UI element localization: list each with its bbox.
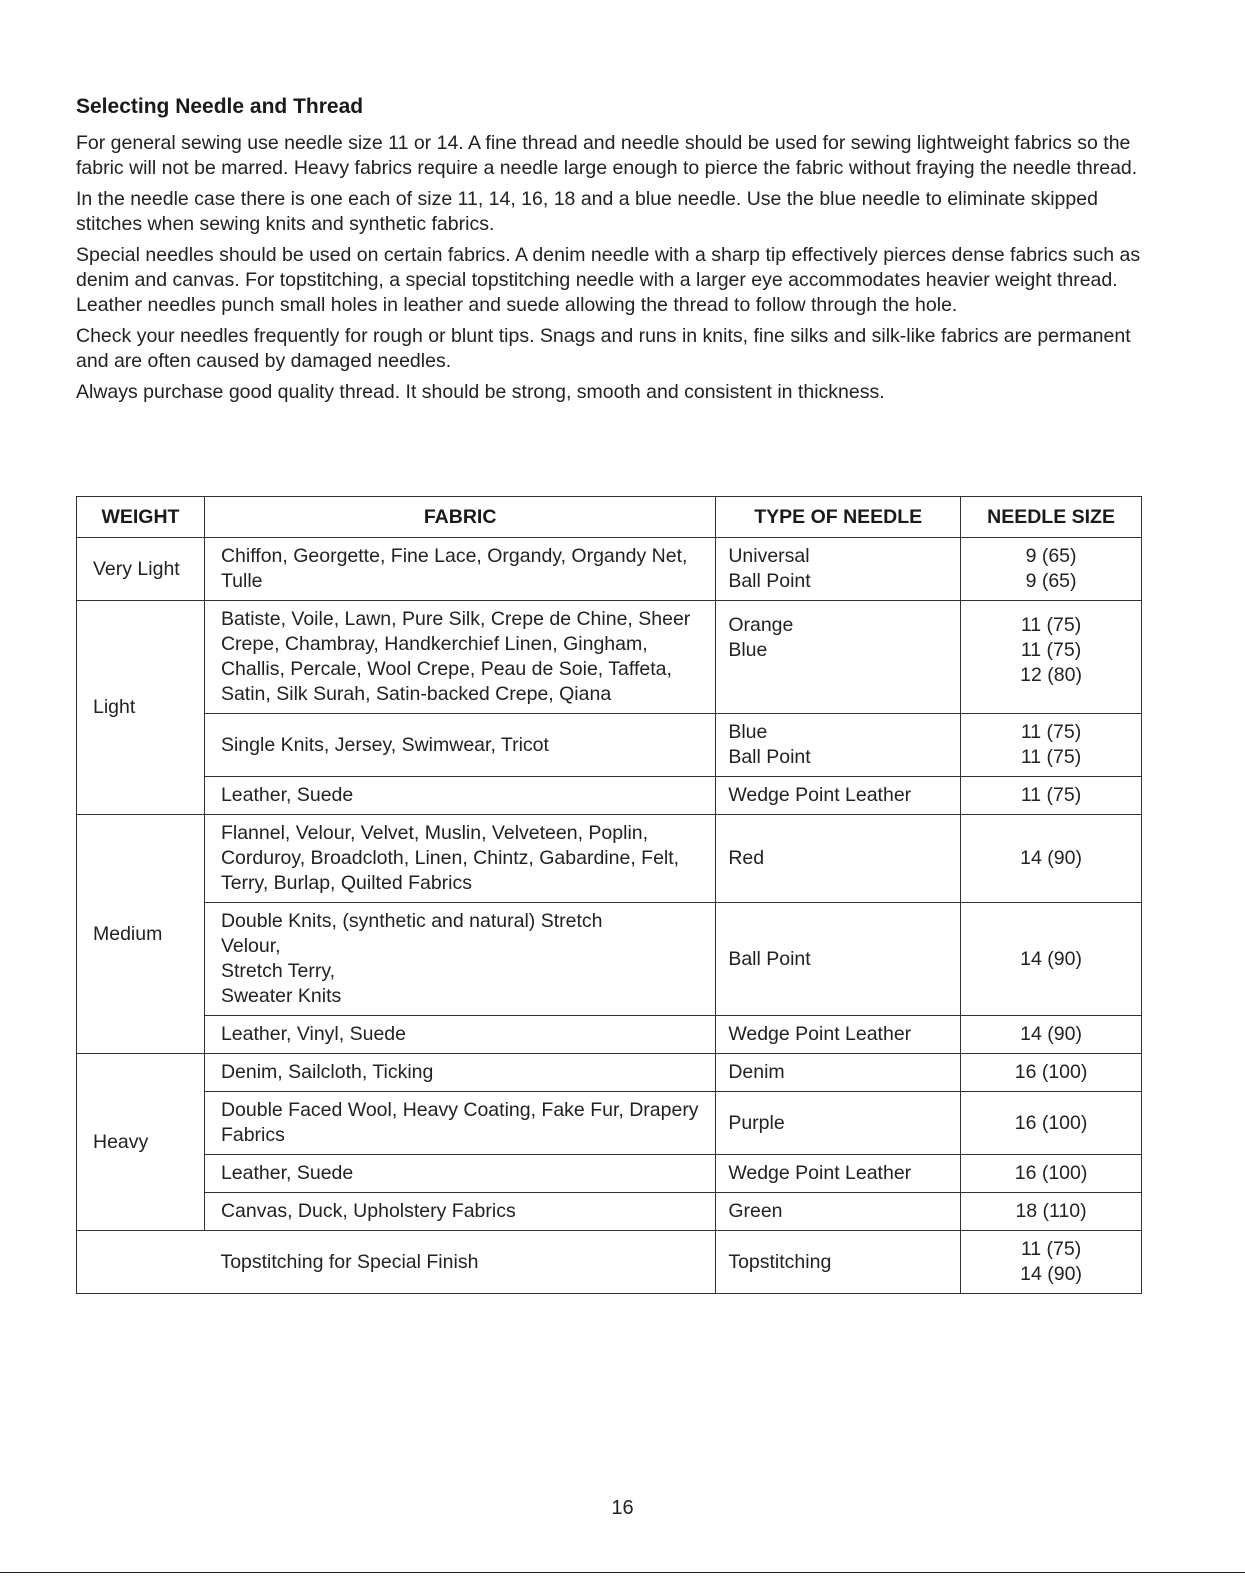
needle-type-cell <box>716 714 961 777</box>
header-needle-size: NEEDLE SIZE <box>961 497 1142 538</box>
table-row <box>77 903 1142 1016</box>
weight-cell: Medium <box>77 815 205 1054</box>
fabric-cell: Topstitching for Special Finish <box>204 1231 715 1294</box>
needle-size-cell: 16 (100) <box>961 1155 1142 1193</box>
needle-type-cell: Denim <box>716 1054 961 1092</box>
header-type-of-needle: TYPE OF NEEDLE <box>716 497 961 538</box>
needle-type: Blue <box>728 639 768 661</box>
weight-cell: Very Light <box>77 538 205 601</box>
page-bottom-rule <box>0 1572 1245 1573</box>
needle-size: 11 (75) <box>1020 1238 1082 1260</box>
table-row <box>77 714 1142 777</box>
table-row <box>77 1231 1142 1294</box>
needle-size: 12 (80) <box>1020 664 1082 686</box>
needle-size: 11 (75) <box>1020 721 1082 743</box>
fabric-cell: Flannel, Velour, Velvet, Muslin, Velveteen, Poplin, Corduroy, Broadcloth, Linen, Chintz, Gabardine, Felt, Terry, Burlap, Quilted Fabrics <box>204 815 715 903</box>
section-heading: Selecting Needle and Thread <box>76 95 364 118</box>
page-content <box>76 92 1146 411</box>
weight-cell-empty <box>77 1231 205 1294</box>
needle-type-cell: Purple <box>716 1092 961 1155</box>
fabric-cell: Canvas, Duck, Upholstery Fabrics <box>204 1193 715 1231</box>
fabric-cell: Leather, Vinyl, Suede <box>204 1016 715 1054</box>
needle-type-cell: Wedge Point Leather <box>716 1155 961 1193</box>
paragraph-general: For general sewing use needle size 11 or 14. A fine thread and needle should be used for sewing lightweight fabrics so the fabric will not be marred. Heavy fabrics require a needle large enough to pierce the fabric without fraying the needle thread. <box>76 132 1138 179</box>
table-row <box>77 1092 1142 1155</box>
needle-type: Universal <box>728 545 810 567</box>
needle-size-cell <box>961 714 1142 777</box>
needle-size-cell <box>961 1231 1142 1294</box>
needle-type: Ball Point <box>728 570 811 592</box>
fabric-cell: Denim, Sailcloth, Ticking <box>204 1054 715 1092</box>
page-number: 16 <box>611 1497 634 1519</box>
fabric-cell: Chiffon, Georgette, Fine Lace, Organdy, Organdy Net, Tulle <box>204 538 715 601</box>
needle-type-cell: Green <box>716 1193 961 1231</box>
paragraph-needle-case: In the needle case there is one each of size 11, 14, 16, 18 and a blue needle. Use the blue needle to eliminate skipped stitches when sewing knits and synthetic fabrics. <box>76 188 1098 235</box>
needle-size: 11 (75) <box>1020 746 1082 768</box>
needle-size-cell: 16 (100) <box>961 1092 1142 1155</box>
paragraph-special-needles: Special needles should be used on certain fabrics. A denim needle with a sharp tip effectively pierces dense fabrics such as denim and canvas. For topstitching, a special topstitching needle with a larger eye accommodates heavier weight thread. Leather needles punch small holes in leather and suede allowing the thread to follow through the hole. <box>76 244 1141 316</box>
table-row <box>77 1155 1142 1193</box>
paragraph-check-needles: Check your needles frequently for rough or blunt tips. Snags and runs in knits, fine silks and silk-like fabrics are permanent and are often caused by damaged needles. <box>76 325 1131 372</box>
fabric-cell: Batiste, Voile, Lawn, Pure Silk, Crepe de Chine, Sheer Crepe, Chambray, Handkerchief Linen, Gingham, Challis, Percale, Wool Crepe, Peau de Soie, Taffeta, Satin, Silk Surah, Satin-backed Crepe, Qiana <box>204 601 715 714</box>
needle-type: Orange <box>728 614 794 636</box>
table-header-row <box>77 497 1142 538</box>
needle-size: 9 (65) <box>1025 545 1077 567</box>
paragraph-thread-quality: Always purchase good quality thread. It should be strong, smooth and consistent in thickness. <box>76 381 885 403</box>
needle-size-cell: 18 (110) <box>961 1193 1142 1231</box>
table-row <box>77 815 1142 903</box>
fabric-cell: Leather, Suede <box>204 777 715 815</box>
needle-type-cell: Wedge Point Leather <box>716 1016 961 1054</box>
fabric-line: Sweater Knits <box>220 985 342 1007</box>
needle-type-cell: Topstitching <box>716 1231 961 1294</box>
needle-size: 9 (65) <box>1025 570 1077 592</box>
needle-type: Blue <box>728 721 768 743</box>
needle-type-cell: Red <box>716 815 961 903</box>
needle-size-cell: 16 (100) <box>961 1054 1142 1092</box>
fabric-line: Stretch Terry, <box>220 960 336 982</box>
table-row <box>77 538 1142 601</box>
weight-cell: Light <box>77 601 205 815</box>
needle-size: 11 (75) <box>1020 614 1082 636</box>
fabric-cell <box>204 903 715 1016</box>
needle-size: 14 (90) <box>1020 1263 1082 1285</box>
needle-size-cell <box>961 601 1142 714</box>
needle-size-cell: 14 (90) <box>961 1016 1142 1054</box>
table-row <box>77 777 1142 815</box>
header-weight: WEIGHT <box>77 497 205 538</box>
needle-type-cell: Ball Point <box>716 903 961 1016</box>
fabric-cell: Double Faced Wool, Heavy Coating, Fake Fur, Drapery Fabrics <box>204 1092 715 1155</box>
fabric-cell: Leather, Suede <box>204 1155 715 1193</box>
needle-size: 11 (75) <box>1020 639 1082 661</box>
needle-size-cell: 11 (75) <box>961 777 1142 815</box>
table-row <box>77 601 1142 714</box>
needle-type-cell <box>716 601 961 714</box>
fabric-line: Double Knits, (synthetic and natural) Stretch <box>220 910 603 932</box>
needle-size-cell: 14 (90) <box>961 903 1142 1016</box>
needle-thread-table <box>76 496 1142 1294</box>
weight-cell: Heavy <box>77 1054 205 1231</box>
table-row <box>77 1016 1142 1054</box>
fabric-line: Velour, <box>220 935 281 957</box>
needle-size-cell: 14 (90) <box>961 815 1142 903</box>
needle-type-cell: Wedge Point Leather <box>716 777 961 815</box>
needle-type-cell <box>716 538 961 601</box>
needle-type: Ball Point <box>728 746 811 768</box>
needle-size-cell <box>961 538 1142 601</box>
table-row <box>77 1054 1142 1092</box>
header-fabric: FABRIC <box>204 497 715 538</box>
table-row <box>77 1193 1142 1231</box>
fabric-cell: Single Knits, Jersey, Swimwear, Tricot <box>204 714 715 777</box>
